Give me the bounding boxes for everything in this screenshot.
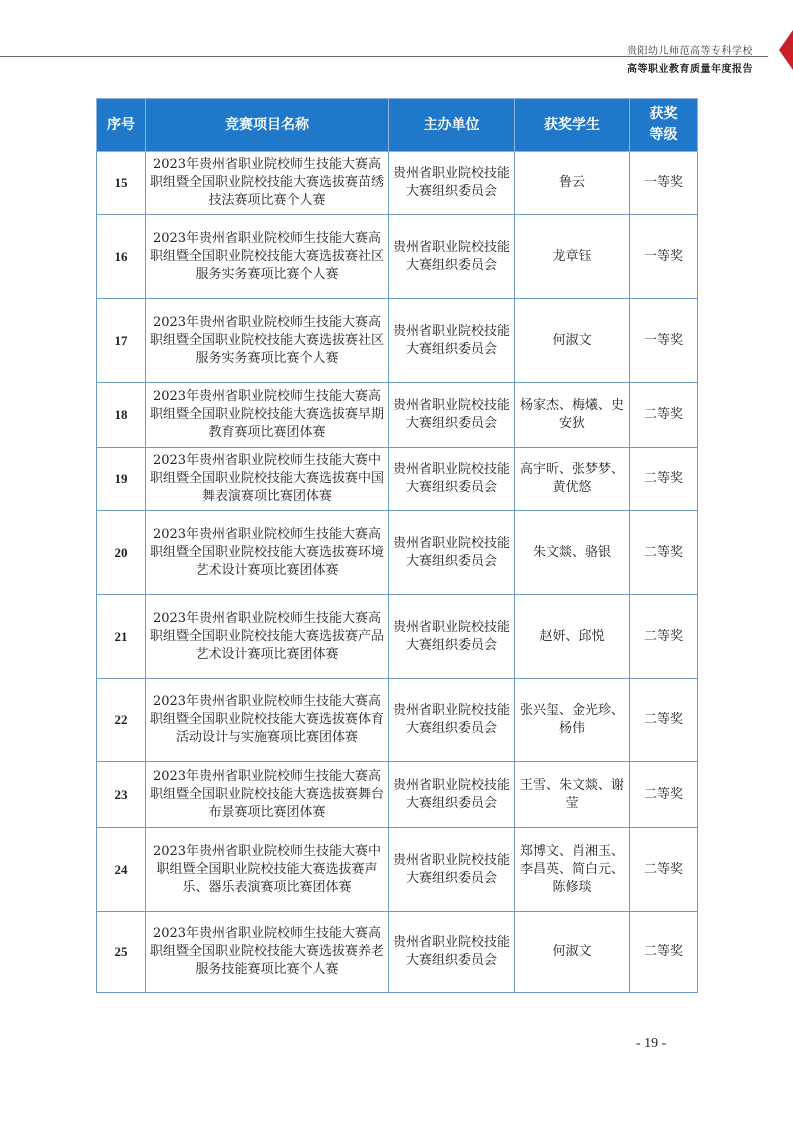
organizer: 贵州省职业院校技能大赛组织委员会 [389,762,515,828]
page-number: - 19 - [636,1036,667,1051]
row-number: 19 [97,448,146,511]
row-number: 17 [97,299,146,383]
students: 高宇昕、张梦梦、黄优悠 [515,448,630,511]
organizer: 贵州省职业院校技能大赛组织委员会 [389,152,515,215]
students: 鲁云 [515,152,630,215]
competition-name: 2023年贵州省职业院校师生技能大赛高职组暨全国职业院校技能大赛选拔赛早期教育赛项比赛团体赛 [146,383,389,448]
award-level: 一等奖 [630,215,698,299]
col-header-level-text: 获奖等级 [649,106,678,143]
award-level: 二等奖 [630,912,698,993]
table-row [97,828,698,912]
students: 何淑文 [515,299,630,383]
award-level: 二等奖 [630,448,698,511]
table-row [97,679,698,762]
table-row [97,215,698,299]
header-school-name: 贵阳幼儿师范高等专科学校 [627,46,753,57]
students: 张兴玺、金光珍、杨伟 [515,679,630,762]
col-header-level [630,99,698,152]
table-body [97,152,698,993]
award-level: 二等奖 [630,383,698,448]
organizer: 贵州省职业院校技能大赛组织委员会 [389,828,515,912]
competition-name: 2023年贵州省职业院校师生技能大赛中职组暨全国职业院校技能大赛选拔赛声乐、器乐表演赛项比赛团体赛 [146,828,389,912]
row-number: 23 [97,762,146,828]
table-row [97,383,698,448]
competition-name: 2023年贵州省职业院校师生技能大赛中职组暨全国职业院校技能大赛选拔赛中国舞表演赛项比赛团体赛 [146,448,389,511]
students: 杨家杰、梅爔、史安狄 [515,383,630,448]
awards-table [96,98,698,993]
students: 龙章钰 [515,215,630,299]
table-row [97,762,698,828]
organizer: 贵州省职业院校技能大赛组织委员会 [389,215,515,299]
students: 王雪、朱文燚、谢莹 [515,762,630,828]
table-row [97,448,698,511]
students: 赵妍、邱悦 [515,595,630,679]
header-report-title: 高等职业教育质量年度报告 [627,64,753,75]
table-row [97,912,698,993]
organizer: 贵州省职业院校技能大赛组织委员会 [389,511,515,595]
students: 何淑文 [515,912,630,993]
col-header-competition: 竞赛项目名称 [146,99,389,152]
organizer: 贵州省职业院校技能大赛组织委员会 [389,299,515,383]
award-level: 二等奖 [630,762,698,828]
row-number: 20 [97,511,146,595]
table-row [97,152,698,215]
col-header-students: 获奖学生 [515,99,630,152]
award-level: 二等奖 [630,511,698,595]
row-number: 25 [97,912,146,993]
competition-name: 2023年贵州省职业院校师生技能大赛高职组暨全国职业院校技能大赛选拔赛体育活动设计与实施赛项比赛团体赛 [146,679,389,762]
col-header-no: 序号 [97,99,146,152]
competition-name: 2023年贵州省职业院校师生技能大赛高职组暨全国职业院校技能大赛选拔赛环境艺术设计赛项比赛团体赛 [146,511,389,595]
row-number: 15 [97,152,146,215]
competition-name: 2023年贵州省职业院校师生技能大赛高职组暨全国职业院校技能大赛选拔赛舞台布景赛项比赛团体赛 [146,762,389,828]
competition-name: 2023年贵州省职业院校师生技能大赛高职组暨全国职业院校技能大赛选拔赛产品艺术设计赛项比赛团体赛 [146,595,389,679]
competition-name: 2023年贵州省职业院校师生技能大赛高职组暨全国职业院校技能大赛选拔赛社区服务实务赛项比赛个人赛 [146,299,389,383]
table-row [97,299,698,383]
competition-name: 2023年贵州省职业院校师生技能大赛高职组暨全国职业院校技能大赛选拔赛养老服务技能赛项比赛个人赛 [146,912,389,993]
row-number: 21 [97,595,146,679]
organizer: 贵州省职业院校技能大赛组织委员会 [389,448,515,511]
table-row [97,595,698,679]
organizer: 贵州省职业院校技能大赛组织委员会 [389,912,515,993]
students: 郑博文、肖湘玉、李昌英、简白元、陈修琰 [515,828,630,912]
competition-name: 2023年贵州省职业院校师生技能大赛高职组暨全国职业院校技能大赛选拔赛社区服务实务赛项比赛个人赛 [146,215,389,299]
organizer: 贵州省职业院校技能大赛组织委员会 [389,595,515,679]
corner-decoration-icon [777,30,793,70]
award-level: 二等奖 [630,828,698,912]
organizer: 贵州省职业院校技能大赛组织委员会 [389,679,515,762]
award-level: 一等奖 [630,152,698,215]
table-header-row [97,99,698,152]
row-number: 22 [97,679,146,762]
row-number: 24 [97,828,146,912]
award-level: 一等奖 [630,299,698,383]
organizer: 贵州省职业院校技能大赛组织委员会 [389,383,515,448]
competition-name: 2023年贵州省职业院校师生技能大赛高职组暨全国职业院校技能大赛选拔赛苗绣技法赛项比赛个人赛 [146,152,389,215]
students: 朱文燚、骆银 [515,511,630,595]
col-header-organizer: 主办单位 [389,99,515,152]
header-divider [0,56,768,57]
row-number: 18 [97,383,146,448]
award-level: 二等奖 [630,679,698,762]
table-row [97,511,698,595]
row-number: 16 [97,215,146,299]
award-level: 二等奖 [630,595,698,679]
